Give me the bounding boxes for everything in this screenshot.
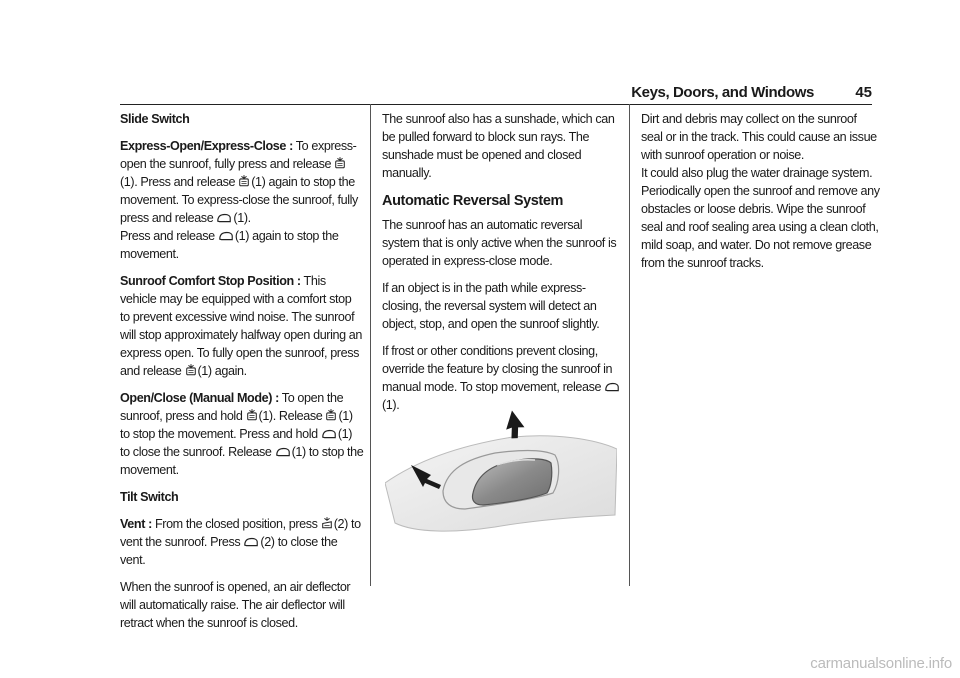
text: To express-open the sunroof, fully press and release: [120, 139, 357, 171]
paragraph-reversal-system: The sunroof has an automatic reversal system that is only active when the sunroof is operated in express-close mode.: [382, 218, 617, 268]
sunroof-close-icon: [604, 381, 620, 394]
text: This vehicle may be equipped with a comfort stop to prevent excessive wind noise. The sunroof will stop approximately halfway open during an express open. To fully open the sunroof, press and release: [120, 274, 363, 378]
sunroof-slide-icon: [325, 408, 337, 423]
text: (1). Release: [258, 409, 326, 423]
paragraph-sunshade: The sunroof also has a sunshade, which can be pulled forward to block sun rays. The sunshade must be opened and closed manually.: [382, 112, 615, 180]
text: (2) to vent the sunroof. Press: [120, 517, 361, 549]
text: From the closed position, press: [151, 517, 321, 531]
sunroof-close-icon: [216, 212, 232, 225]
text: To open the sunroof, press and hold: [120, 391, 344, 423]
paragraph-air-deflector: When the sunroof is opened, an air deflector will automatically raise. The air deflector will retract when the sunroof is closed.: [120, 580, 351, 630]
paragraph-comfort-stop: [120, 272, 364, 380]
page-header: [120, 80, 872, 108]
text: (1) again to stop the movement. To express-close the sunroof, fully press and release: [120, 175, 358, 225]
paragraph-express-open: [120, 137, 364, 263]
text: Press and release: [120, 229, 218, 243]
paragraph-manual-mode: [120, 389, 364, 479]
sunroof-close-icon: [321, 428, 337, 441]
section-heading-slide-switch: Slide Switch: [120, 112, 190, 126]
text: (1) again.: [197, 364, 247, 378]
sunroof-close-icon: [218, 230, 234, 243]
chapter-title: Keys, Doors, and Windows: [631, 84, 814, 101]
text: (1).: [233, 211, 251, 225]
sunroof-slide-icon: [246, 408, 258, 423]
text: (1) again to stop the movement.: [120, 229, 339, 261]
column-divider: [629, 104, 630, 586]
term-express-open: Express-Open/Express-Close :: [120, 139, 293, 153]
paragraph-dirt-debris: Dirt and debris may collect on the sunroof seal or in the track. This could cause an issue with sunroof operation or noise.: [641, 112, 877, 162]
text: If frost or other conditions prevent closing, override the feature by closing the sunroof in manual mode. To stop movement, release: [382, 344, 613, 394]
header-rule: [120, 104, 872, 105]
sunroof-close-icon: [243, 536, 259, 549]
term-manual-mode: Open/Close (Manual Mode) :: [120, 391, 279, 405]
section-heading-automatic-reversal: Automatic Reversal System: [382, 193, 563, 209]
column-1: [120, 110, 364, 641]
text: (1). Press and release: [120, 175, 239, 189]
section-heading-tilt-switch: Tilt Switch: [120, 490, 179, 504]
sunroof-close-icon: [275, 446, 291, 459]
text: (2) to close the vent.: [120, 535, 338, 567]
term-vent: Vent :: [120, 517, 152, 531]
column-2: [382, 110, 622, 423]
text: (1) to stop the movement. Press and hold: [120, 409, 353, 441]
term-comfort-stop: Sunroof Comfort Stop Position :: [120, 274, 301, 288]
text: (1).: [382, 398, 400, 412]
text: (1) to stop the movement.: [120, 445, 364, 477]
sunroof-vent-icon: [321, 516, 333, 531]
column-3: [641, 110, 881, 281]
paragraph-vent: [120, 515, 364, 569]
text: (1) to close the sunroof. Release: [120, 427, 353, 459]
column-divider: [370, 104, 371, 586]
page-number: 45: [855, 84, 872, 101]
sunroof-slide-icon: [334, 156, 346, 171]
paragraph-override: [382, 342, 622, 414]
paragraph-drainage: It could also plug the water drainage system. Periodically open the sunroof and remove any obstacles or loose debris. Wipe the sunroof seal and roof sealing area using a clean cloth, mild soap, and water. Do not remove grease from the sunroof tracks.: [641, 166, 880, 270]
sunroof-slide-icon: [185, 363, 197, 378]
watermark: carmanualsonline.info: [810, 655, 952, 672]
sunroof-illustration: [385, 405, 617, 535]
sunroof-slide-icon: [238, 174, 250, 189]
paragraph-object-detect: If an object is in the path while express-closing, the reversal system will detect an object, stop, and open the sunroof slightly.: [382, 281, 600, 331]
